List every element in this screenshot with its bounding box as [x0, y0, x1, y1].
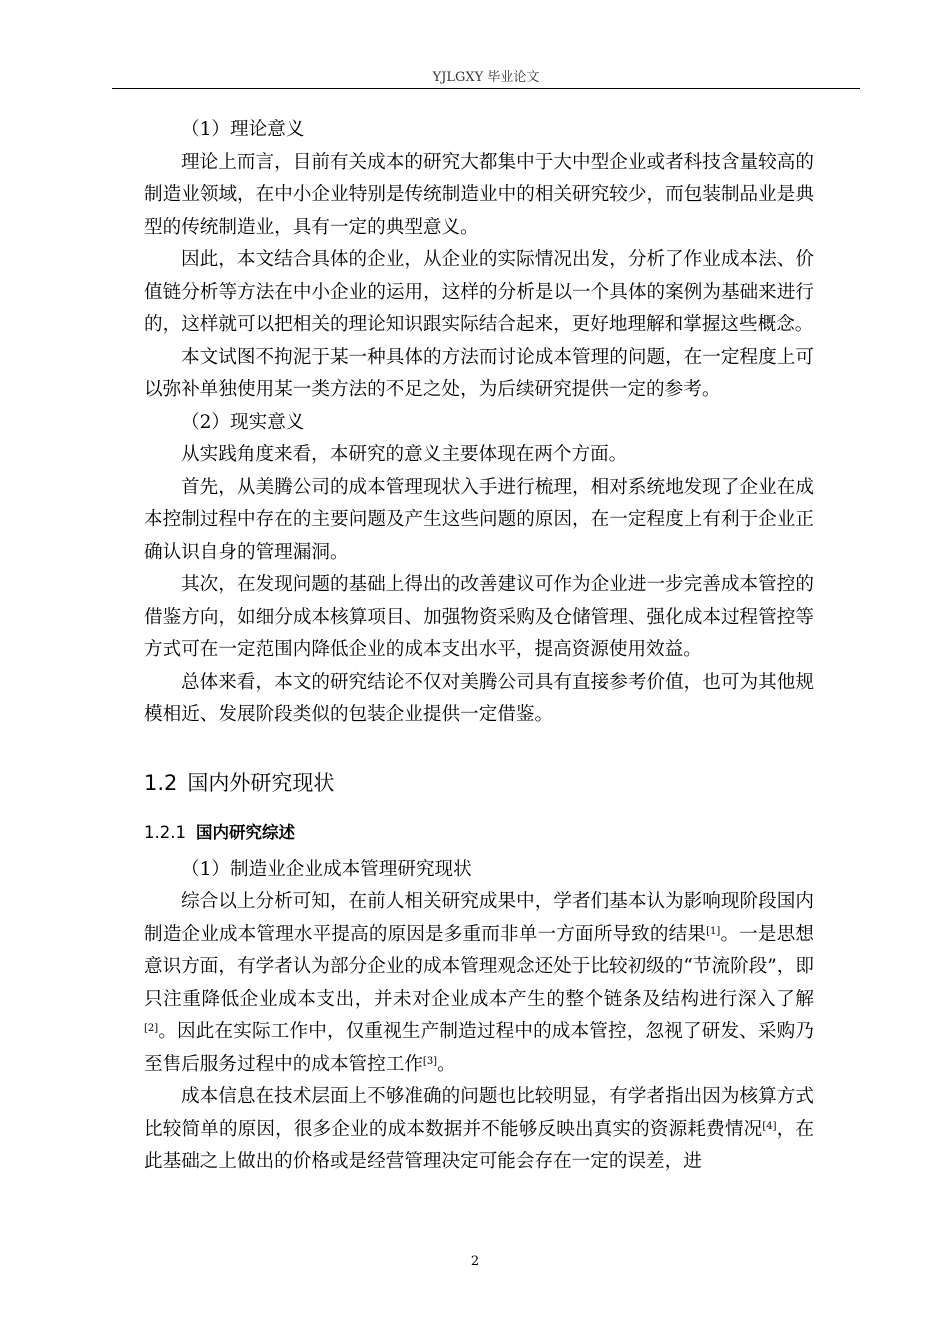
paragraph: 首先，从美腾公司的成本管理现状入手进行梳理，相对系统地发现了企业在成本控制过程中存在的主要问题及产生这些问题的原因，在一定程度上有利于企业正确认识自身的管理漏洞。	[144, 476, 814, 563]
paragraph-text: 。	[437, 1053, 456, 1075]
paragraph-text: 。一是思想意识方面，有学者认为部分企业的成本管理观念还处于比较初级的“节流阶段”，即只注重降低企业成本支出，并未对企业成本产生的整个链条及结构进行深入了解	[144, 923, 814, 1010]
section-number: 1.2	[144, 770, 178, 795]
section-title: 国内外研究现状	[187, 770, 335, 795]
citation: [4]	[762, 1120, 777, 1132]
citation: [2]	[144, 1023, 159, 1034]
page-number: 2	[470, 1254, 480, 1269]
paragraph: 其次，在发现问题的基础上得出的改善建议可作为企业进一步完善成本管控的借鉴方向，如细分成本核算项目、加强物资采购及仓储管理、强化成本过程管控等方式可在一定范围内降低企业的成本支出水平，提高资源使用效益。	[144, 574, 814, 660]
paragraph: 从实践角度来看，本研究的意义主要体现在两个方面。	[181, 444, 628, 465]
citation: [3]	[422, 1055, 438, 1067]
paragraph-text: 综合以上分析可知，在前人相关研究成果中，学者们基本认为影响现阶段国内制造企业成本管理水平提高的原因是多重而非单一方面所导致的结果	[144, 891, 814, 945]
subsection-heading	[144, 818, 814, 848]
subsection-number: 1.2.1	[144, 822, 186, 842]
paragraph-text: ，在此基础之上做出的价格或是经营管理决定可能会存在一定的误差，进	[144, 1118, 814, 1172]
subheading-manufacturing: （1）制造业企业成本管理研究现状	[181, 858, 472, 880]
paragraph	[144, 886, 814, 1081]
subheading-practice: （2）现实意义	[181, 411, 305, 433]
paragraph: 总体来看，本文的研究结论不仅对美腾公司具有直接参考价值，也可为其他规模相近、发展阶段类似的包装企业提供一定借鉴。	[144, 671, 814, 725]
subsection-title: 国内研究综述	[195, 822, 295, 842]
page-body	[144, 114, 814, 1179]
running-header: YJLGXY 毕业论文	[432, 70, 540, 85]
paragraph	[144, 1081, 814, 1179]
header-rule	[112, 88, 860, 89]
section-heading	[144, 766, 814, 800]
paragraph: 本文试图不拘泥于某一种具体的方法而讨论成本管理的问题，在一定程度上可以弥补单独使用某一类方法的不足之处，为后续研究提供一定的参考。	[144, 346, 814, 400]
paragraph: 因此，本文结合具体的企业，从企业的实际情况出发，分析了作业成本法、价值链分析等方法在中小企业的运用，这样的分析是以一个具体的案例为基础来进行的，这样就可以把相关的理论知识跟实际结合起来，更好地理解和掌握这些概念。	[144, 249, 814, 335]
subheading-theory: （1）理论意义	[181, 119, 305, 140]
paragraph-text: 成本信息在技术层面上不够准确的问题也比较明显，有学者指出因为核算方式比较简单的原因，很多企业的成本数据并不能够反映出真实的资源耗费情况	[144, 1086, 814, 1140]
paragraph: 理论上而言，目前有关成本的研究大都集中于大中型企业或者科技含量较高的制造业领域，在中小企业特别是传统制造业中的相关研究较少，而包装制品业是典型的传统制造业，具有一定的典型意义。	[144, 151, 814, 238]
paragraph-text: 。因此在实际工作中，仅重视生产制造过程中的成本管控，忽视了研发、采购乃至售后服务过程中的成本管控工作	[144, 1021, 814, 1075]
citation: [1]	[706, 925, 721, 937]
